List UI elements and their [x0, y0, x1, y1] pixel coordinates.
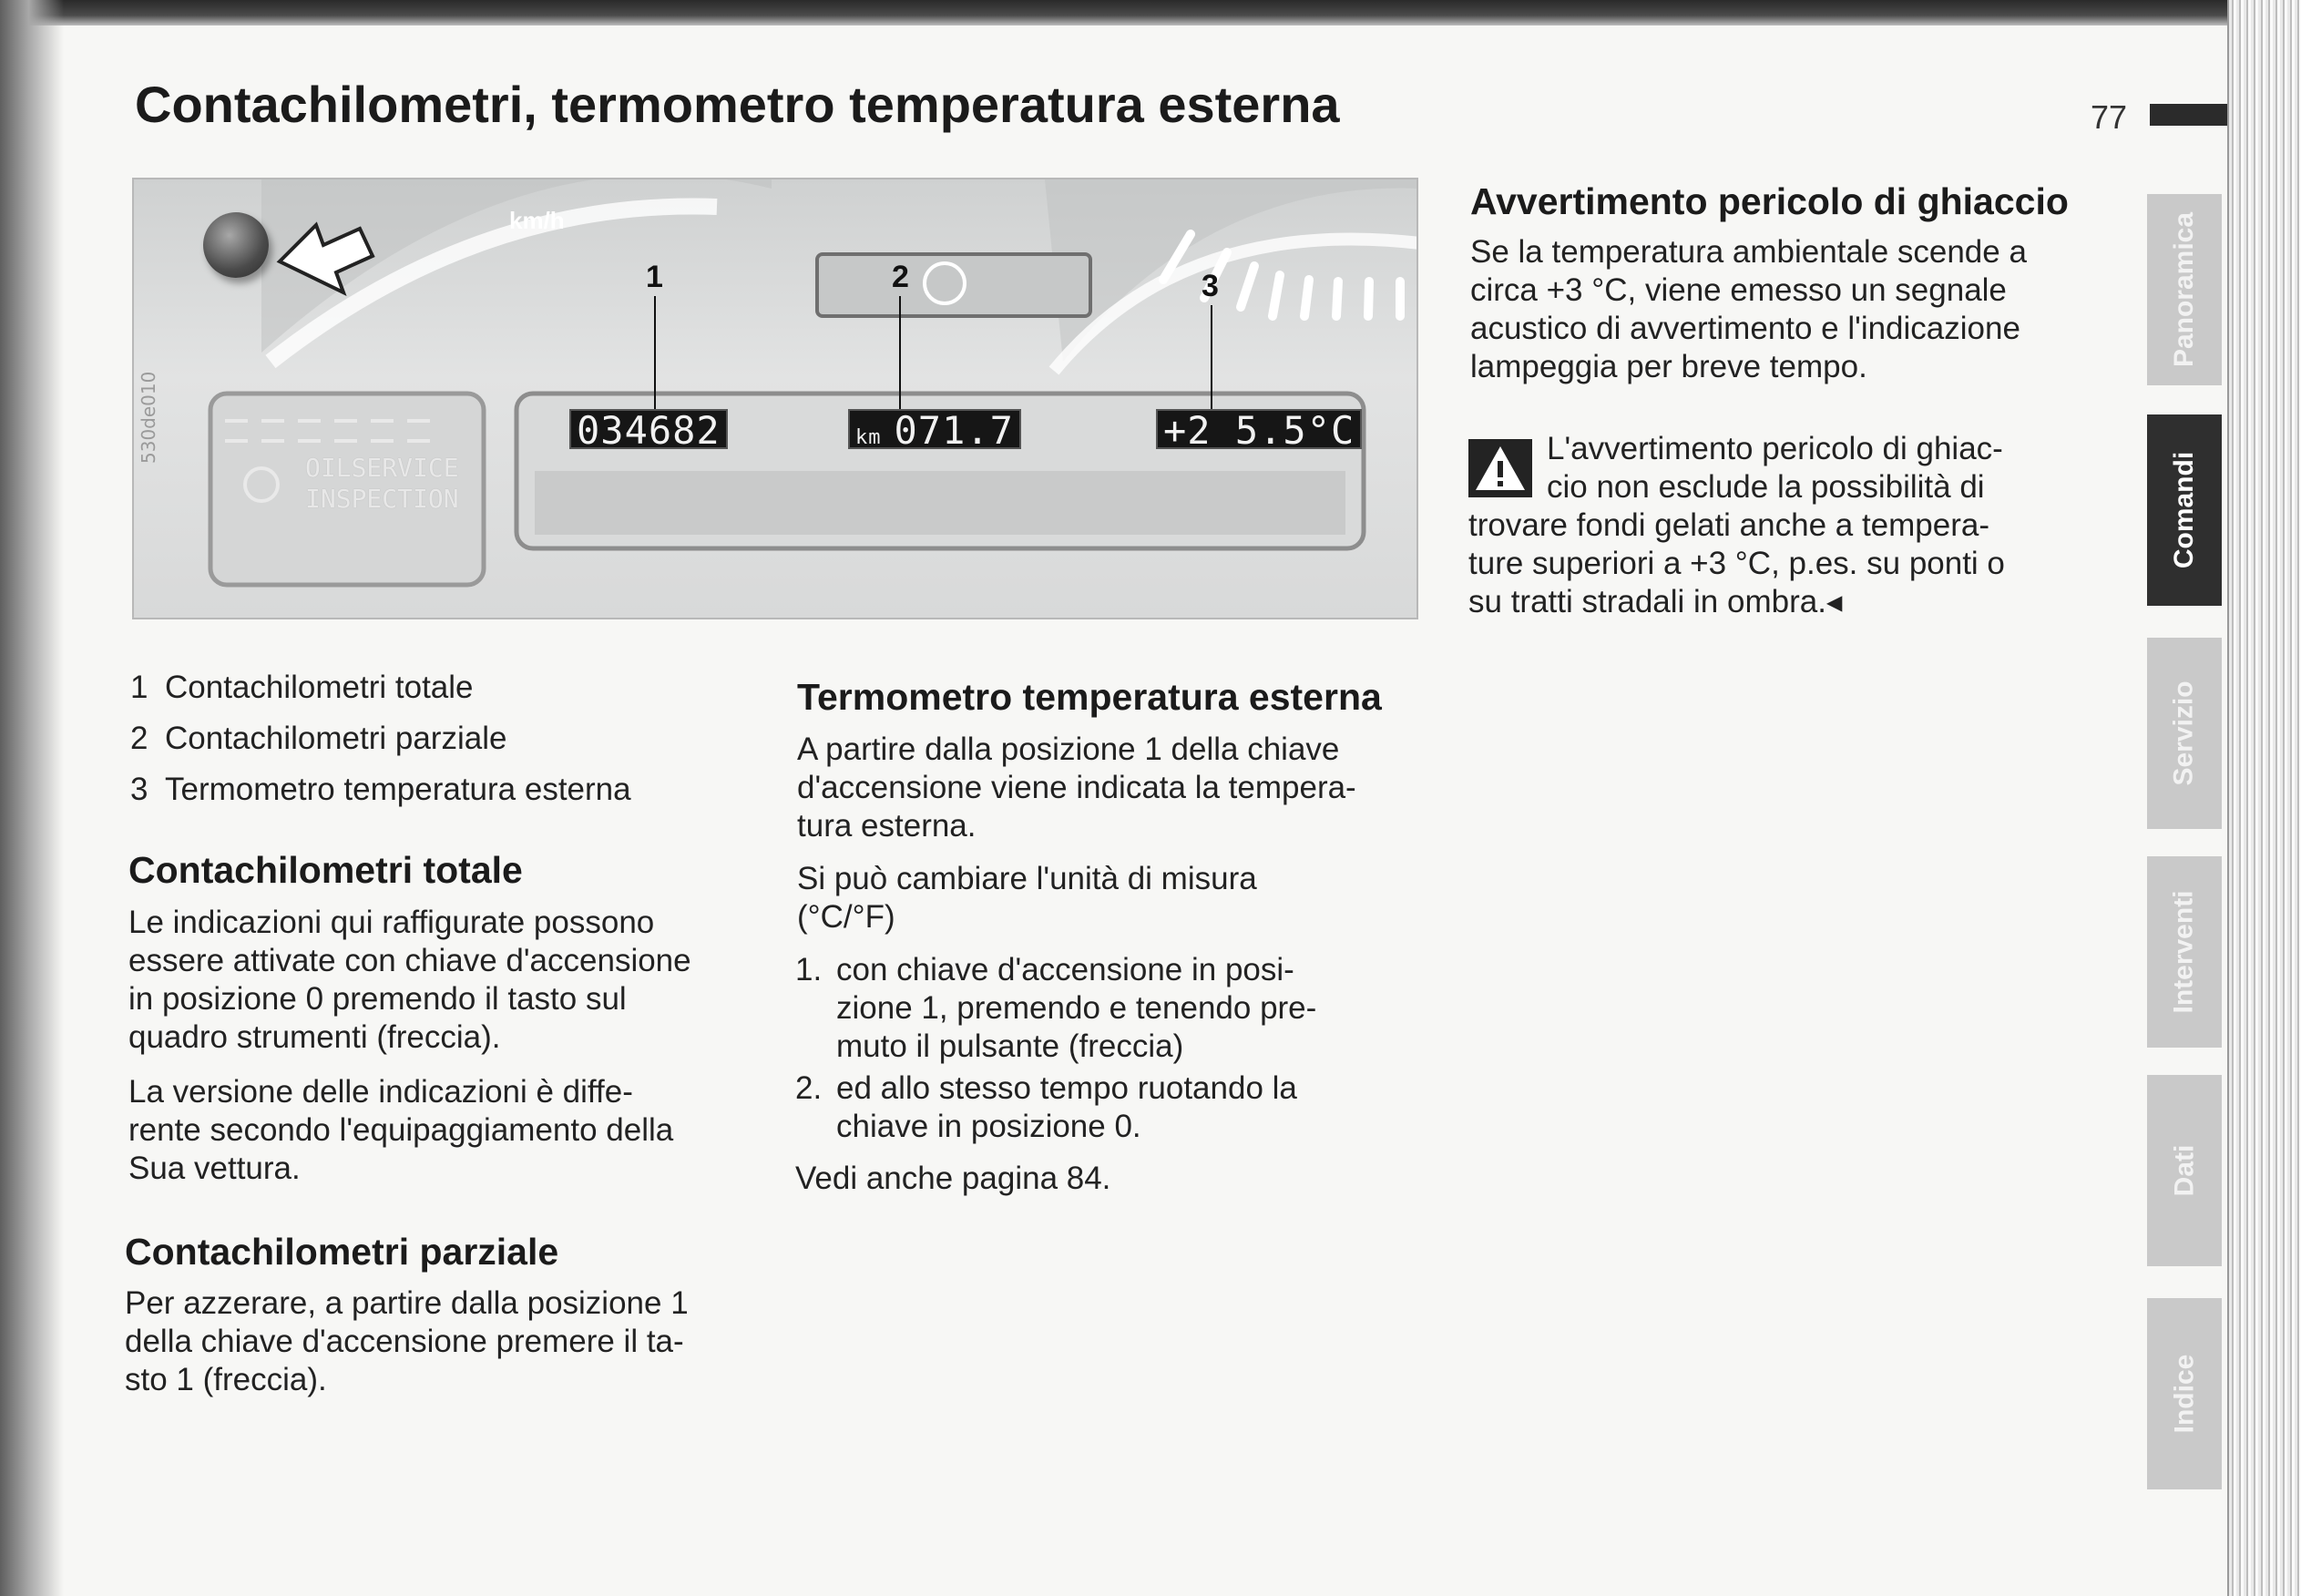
instrument-cluster-figure	[132, 178, 1418, 619]
callout-line-3	[1211, 305, 1212, 413]
termometro-step-1: 1. con chiave d'accensione in posi- zione 1, premendo e tenendo pre- muto il pulsante (freccia)	[795, 952, 1317, 1064]
legend-item-1: 1 Contachilometri totale	[130, 670, 474, 705]
section-heading-ghiaccio: Avvertimento pericolo di ghiaccio	[1470, 180, 2069, 222]
legend-item-3: 3 Termometro temperatura esterna	[130, 772, 631, 807]
totale-paragraph-1: Le indicazioni qui raffigurate possono essere attivate con chiave d'accensione in posizione 0 premendo il tasto sul quadro strumenti (freccia).	[128, 905, 691, 1055]
tab-indice[interactable]: Indice	[2147, 1298, 2222, 1489]
see-also-text: Vedi anche pagina 84.	[795, 1161, 1111, 1196]
page-top-shadow	[0, 0, 2301, 26]
callout-line-1	[654, 296, 656, 414]
page-title: Contachilometri, termometro temperatura esterna	[135, 76, 1340, 133]
page-number-bar	[2150, 104, 2227, 126]
callout-2: 2	[892, 260, 909, 294]
parziale-paragraph: Per azzerare, a partire dalla posizione 1 della chiave d'accensione premere il ta- sto 1 (freccia).	[125, 1285, 689, 1397]
legend-item-2: 2 Contachilometri parziale	[130, 721, 507, 756]
odometer-display: 034682	[569, 409, 728, 449]
termometro-paragraph-2: Si può cambiare l'unità di misura (°C/°F)	[797, 861, 1257, 935]
callout-1: 1	[646, 260, 663, 294]
termometro-paragraph-1: A partire dalla posizione 1 della chiave d'accensione viene indicata la tempera- tura esterna.	[797, 732, 1356, 844]
section-heading-totale: Contachilometri totale	[128, 849, 523, 891]
page-edge-stack	[2227, 0, 2301, 1596]
page-number: 77	[2091, 98, 2128, 136]
totale-paragraph-2: La versione delle indicazioni è diffe- rente secondo l'equipaggiamento della Sua vettura.	[128, 1074, 674, 1186]
instrument-button	[203, 212, 269, 278]
figure-code: 530de010	[138, 371, 159, 464]
oil-service-indicator: OILSERVICE INSPECTION	[305, 453, 459, 514]
callout-3: 3	[1202, 269, 1219, 303]
binding-shadow	[0, 0, 64, 1596]
cluster-drawing	[134, 179, 1418, 619]
tab-interventi[interactable]: Interventi	[2147, 856, 2222, 1048]
tab-panoramica[interactable]: Panoramica	[2147, 194, 2222, 385]
trip-display: km 071.7	[848, 409, 1021, 449]
section-heading-parziale: Contachilometri parziale	[125, 1231, 559, 1273]
termometro-step-2: 2. ed allo stesso tempo ruotando la chiave in posizione 0.	[795, 1070, 1297, 1144]
warning-text: L'avvertimento pericolo di ghiac- cio non esclude la possibilità di trovare fondi gelati anche a tempera- ture superiori a +3 °C, p.es. su ponti o su tratti stradali in ombra.◂	[1468, 431, 2005, 619]
ghiaccio-paragraph: Se la temperatura ambientale scende a circa +3 °C, viene emesso un segnale acustico di avvertimento e l'indicazione lampeggia per breve tempo.	[1470, 234, 2027, 384]
tab-servizio[interactable]: Servizio	[2147, 638, 2222, 829]
callout-line-2	[899, 296, 901, 414]
temperature-display: +2 5.5°C	[1156, 409, 1362, 449]
section-heading-termometro: Termometro temperatura esterna	[797, 676, 1382, 718]
speed-unit-label: km/h	[509, 207, 565, 234]
tab-comandi[interactable]: Comandi	[2147, 414, 2222, 606]
tab-dati[interactable]: Dati	[2147, 1075, 2222, 1266]
